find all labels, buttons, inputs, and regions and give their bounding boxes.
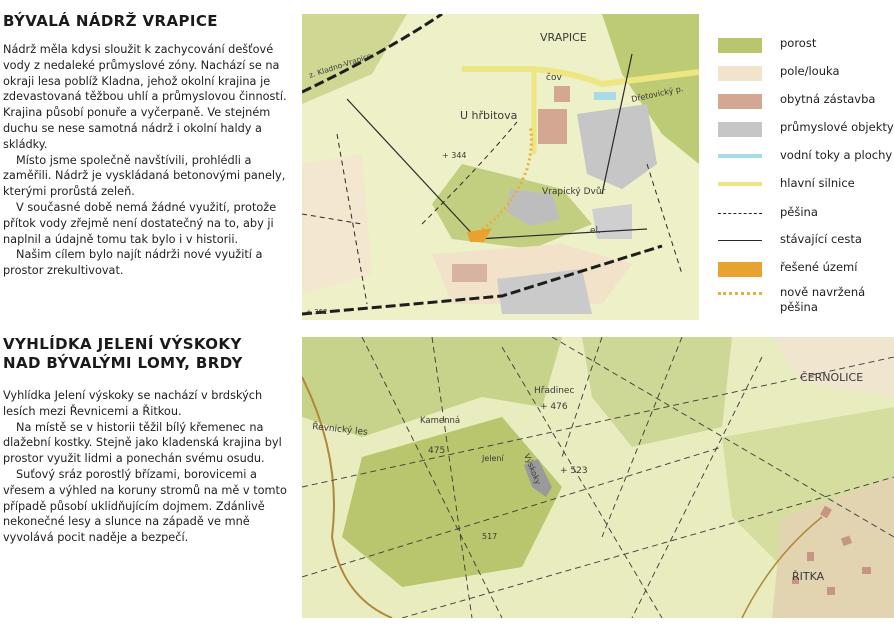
residential-area xyxy=(538,109,567,144)
label-dvur: Vrapický Dvůr xyxy=(542,187,606,197)
map-vrapice-drawing xyxy=(302,14,699,320)
legend-item xyxy=(718,64,894,84)
label-elev344: + 344 xyxy=(442,151,467,160)
legend-label: pole/louka xyxy=(780,64,840,78)
map-jeleni-vyskoky-drawing xyxy=(302,337,894,618)
label-revnicky: Řevnický les xyxy=(311,422,369,438)
label-cov: čov xyxy=(546,73,562,83)
legend-swatch xyxy=(718,66,762,81)
legend-swatch xyxy=(718,122,762,137)
legend-label: průmyslové objekty xyxy=(780,120,894,134)
section2-title xyxy=(3,335,243,373)
label-kamenna: Kamenná xyxy=(420,416,461,426)
label-elev517: 517 xyxy=(482,532,498,541)
legend-swatch xyxy=(718,240,762,241)
legend-item xyxy=(718,120,894,140)
label-elev476: + 476 xyxy=(540,402,568,412)
legend-label: nově navržená pěšina xyxy=(780,285,866,314)
label-hrbitov: U hřbitova xyxy=(460,109,518,122)
label-ritka: ŘITKA xyxy=(792,570,825,583)
section1-paragraph: Našim cílem bylo najít nádrži nové využití a prostor zrekultivovat. xyxy=(3,248,263,278)
legend-label: pěšina xyxy=(780,205,818,219)
section1-paragraph: Nádrž měla kdysi sloužit k zachycování dešťové vody z nedaleké průmyslové zóny. Nachází se na okraji lesa poblíž Kladna, jehož okolní krajina je zdevastovaná těžbou uhlí a průmyslovou činností. Krajina působí ponuře a vyčerpaně. Ve stejném duchu se nese samotná nádrž i okolní haldy a skládky. xyxy=(3,43,287,151)
section2-title-line: VYHLÍDKA JELENÍ VÝSKOKY xyxy=(3,335,242,353)
section2-title-line: NAD BÝVALÝMI LOMY, BRDY xyxy=(3,354,243,372)
legend-label: řešené území xyxy=(780,260,858,274)
legend-label: porost xyxy=(780,36,817,50)
label-hradinec: Hřadinec xyxy=(534,386,575,396)
legend-swatch xyxy=(718,262,762,277)
label-el: el. xyxy=(590,226,601,236)
field-area xyxy=(302,154,372,294)
map-vrapice xyxy=(302,14,699,320)
section1-paragraph: Místo jsme společně navštívili, prohlédli a zaměřili. Nádrž je vyskládaná betonovými panely, kterými prorůstá zeleň. xyxy=(3,153,286,199)
label-jeleni: Jelení xyxy=(482,454,504,463)
label-elev523: + 523 xyxy=(560,466,588,476)
legend-item xyxy=(718,260,894,280)
legend-swatch xyxy=(718,154,762,158)
legend-swatch xyxy=(718,182,762,186)
legend-item xyxy=(718,232,894,252)
legend-label: vodní toky a plochy xyxy=(780,148,893,162)
water-area xyxy=(594,92,616,100)
legend-label: hlavní silnice xyxy=(780,176,855,190)
legend-swatch xyxy=(718,94,762,109)
residential-area xyxy=(452,264,487,282)
section1-text xyxy=(3,42,293,279)
section2-text xyxy=(3,388,293,546)
map-jeleni-vyskoky xyxy=(302,337,894,618)
label-vrapice: VRAPICE xyxy=(540,31,587,44)
label-elev362: + 362 xyxy=(306,308,328,316)
legend-label: stávající cesta xyxy=(780,232,862,246)
section2-paragraph: Suťový sráz porostlý břízami, borovicemi a vřesem a výhled na koruny stromů na mě v tomto případě působí uklidňujícím dojmem. Zdánlivě nekonečné lesy a slunce na západě ve mně vyvolává pocit naděje a bezpečí. xyxy=(3,467,287,545)
residential-area xyxy=(554,86,570,102)
legend-item xyxy=(718,176,894,196)
section1-title: BÝVALÁ NÁDRŽ VRAPICE xyxy=(3,12,218,30)
legend-item xyxy=(718,92,894,112)
legend-label: obytná zástavba xyxy=(780,92,876,106)
legend-swatch xyxy=(718,38,762,53)
legend-swatch xyxy=(718,292,762,295)
legend-swatch xyxy=(718,213,762,214)
label-dretovicky: Dřetovický p. xyxy=(630,84,685,104)
label-stop: z. Kladno-Vrapice xyxy=(307,51,373,80)
label-elev475: 475 xyxy=(428,446,446,456)
legend-item xyxy=(718,36,894,56)
section1-paragraph: V současné době nemá žádné využití, protože přítok vody zřejmě není dostatečný na to, aby ji naplnil a údajně tomu tak bylo i v historii. xyxy=(3,200,277,246)
section2-paragraph: Na místě se v historii těžil bílý křemenec na dlažební kostky. Stejně jako kladenská krajina byl prostor využit lidmi a ponechán svému osudu. xyxy=(3,420,282,466)
legend-item xyxy=(718,148,894,168)
label-vyskoky: Výskoky xyxy=(522,452,543,486)
legend-item xyxy=(718,205,894,225)
label-cernolice: ČERNOLICE xyxy=(800,371,864,384)
section2-paragraph: Vyhlídka Jelení výskoky se nachází v brdských lesích mezi Řevnicemi a Řitkou. xyxy=(3,389,263,418)
legend-item xyxy=(718,285,894,314)
